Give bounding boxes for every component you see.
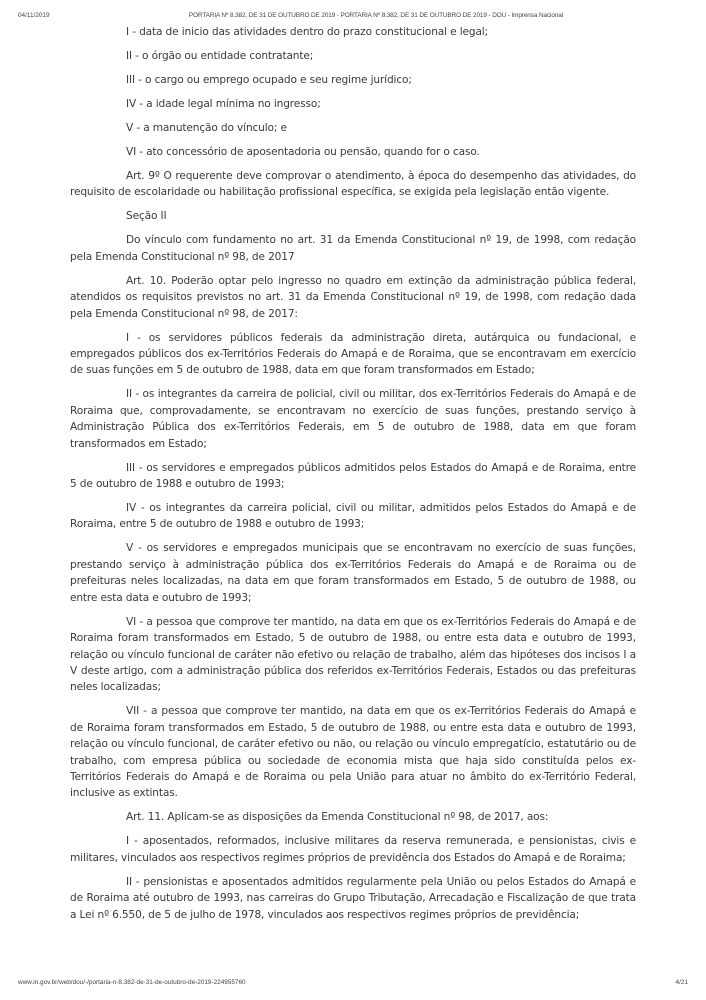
- article-11-inciso-II: II - pensionistas e aposentados admitidos regularmente pela União ou pelos Estados do Amapá e de Roraima até outubro de 1993, nas carreiras do Grupo Tributação, Arrecadação e Fiscalização de que trata a Lei nº 6.550, de 5 de julho de 1978, vinculados aos respectivos regimes próprios de previdência;: [70, 875, 636, 921]
- inciso-I-item: I - data de inicio das atividades dentro do prazo constitucional e legal;: [126, 26, 489, 38]
- page-number: 4/21: [675, 979, 688, 986]
- article-10-inciso-V: V - os servidores e empregados municipais que se encontravam no exercício de suas funções, prestando serviço à administração pública dos ex-Territórios Federais do Amapá e de Roraima ou de prefeituras neles localizadas, na data em que foram transformados em Estado, 5 de outubro de 1988, ou entre esta data e outubro de 1993;: [70, 542, 636, 604]
- print-header: [0, 10, 706, 22]
- page-title: PORTARIA Nº 8.382, DE 31 DE OUTUBRO DE 2019 - PORTARIA Nº 8.382, DE 31 DE OUTUBRO DE 2019 - DOU - Imprensa Nacional: [188, 12, 564, 19]
- inciso-VI-item: VI - ato concessório de aposentadoria ou pensão, quando for o caso.: [126, 146, 480, 158]
- article-10-inciso-VI: VI - a pessoa que comprove ter mantido, na data em que os ex-Territórios Federais do Amapá e de Roraima foram transformados em Estado, 5 de outubro de 1988, ou entre esta data e outubro de 1993, relação ou vínculo funcional de caráter não efetivo ou relação de trabalho, além das hipóteses dos incisos I a V deste artigo, com a administração pública dos referidos ex-Territórios Federais, Estados ou das prefeituras neles localizadas;: [70, 615, 636, 694]
- inciso-III-item: III - o cargo ou emprego ocupado e seu regime jurídico;: [126, 74, 412, 86]
- article-10-inciso-III: III - os servidores e empregados públicos admitidos pelos Estados do Amapá e de Roraima, entre 5 de outubro de 1988 e outubro de 1993;: [70, 461, 636, 491]
- inciso-IV-item: IV - a idade legal mínima no ingresso;: [126, 98, 321, 110]
- inciso-V-item: V - a manutenção do vínculo; e: [126, 122, 287, 134]
- article-11-inciso-I: I - aposentados, reformados, inclusive militares da reserva remunerada, e pensionistas, civis e militares, vinculados aos respectivos regimes próprios de previdência dos Estados do Amapá e de Roraima;: [70, 835, 636, 864]
- print-date: 04/11/2019: [18, 12, 50, 19]
- article-10-inciso-IV: IV - os integrantes da carreira policial, civil ou militar, admitidos pelos Estados do Amapá e de Roraima, entre 5 de outubro de 1988 e outubro de 1993;: [70, 502, 636, 531]
- article-10-inciso-I: I - os servidores públicos federais da administração direta, autárquica ou fundacional, e empregados públicos dos ex-Territórios Federais do Amapá e de Roraima, que se encontravam em exercício de suas funções em 5 de outubro de 1988, data em que foram transformados em Estado;: [70, 331, 636, 377]
- inciso-II-item: II - o órgão ou entidade contratante;: [126, 50, 314, 62]
- article-10-inciso-II: II - os integrantes da carreira de policial, civil ou militar, dos ex-Territórios Federais do Amapá e de Roraima que, comprovadamente, se encontravam no exercício de suas funções, prestando serviço à Administração Pública dos ex-Territórios Federais, em 5 de outubro de 1988, data em que foram transformados em Estado;: [70, 388, 636, 450]
- article-11: Art. 11. Aplicam-se as disposições da Emenda Constitucional nº 98, de 2017, aos:: [126, 811, 549, 824]
- page-url: www.in.gov.br/web/dou/-/portaria-n-8.382-de-31-de-outubro-de-2019-224955760: [18, 979, 246, 986]
- article-10: Art. 10. Poderão optar pelo ingresso no quadro em extinção da administração pública federal, atendidos os requisitos previstos no art. 31 da Emenda Constitucional nº 19, de 1998, com redação dada pela Emenda Constitucional nº 98, de 2017:: [70, 274, 636, 320]
- section-subtitle: Do vínculo com fundamento no art. 31 da Emenda Constitucional nº 19, de 1998, com redação pela Emenda Constitucional nº 98, de 2017: [70, 234, 636, 263]
- article-10-inciso-VII: VII - a pessoa que comprove ter mantido, na data em que os ex-Territórios Federais do Amapá e de Roraima foram transformados em Estado, 5 de outubro de 1988, ou entre esta data e outubro de 1993, relação ou vínculo funcional, de caráter efetivo ou não, ou relação ou vínculo empregatício, estatutário ou de trabalho, com empresa pública ou sociedade de economia mista que haja sido constituída pelos ex-Territórios Federais do Amapá e de Roraima ou pela União para atuar no âmbito do ex-Território Federal, inclusive as extintas.: [70, 705, 636, 800]
- article-9: Art. 9º O requerente deve comprovar o atendimento, à época do desempenho das atividades, do requisito de escolaridade ou habilitação profissional específica, se exigida pela legislação então vigente.: [70, 170, 636, 199]
- section-heading: Seção II: [126, 210, 167, 223]
- document-body: [70, 24, 636, 931]
